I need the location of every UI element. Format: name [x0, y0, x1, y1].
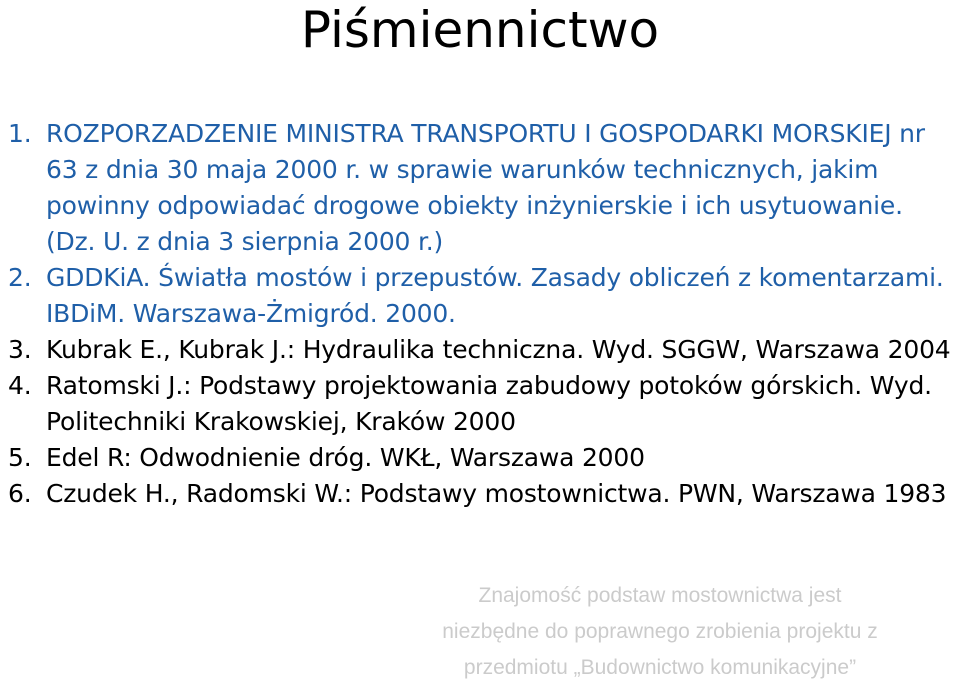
watermark-line-3: przedmiotu „Budownictwo komunikacyjne”	[463, 656, 857, 679]
page-title: Piśmiennictwo	[300, 1, 660, 59]
reference-number: 3.	[8, 335, 32, 364]
reference-item-3	[8, 332, 953, 368]
reference-number: 2.	[8, 263, 32, 292]
reference-item-5	[8, 440, 953, 476]
reference-list	[8, 116, 953, 512]
reference-text: Ratomski J.: Podstawy projektowania zabudowy potoków górskich. Wyd. Politechniki Krakowskiej, Kraków 2000	[46, 371, 932, 436]
watermark-line-2: niezbędne do poprawnego zrobienia projektu z	[442, 620, 878, 643]
reference-item-2	[8, 260, 953, 332]
reference-number: 1.	[8, 119, 32, 148]
reference-number: 6.	[8, 479, 32, 508]
reference-number: 5.	[8, 443, 32, 472]
reference-item-4	[8, 368, 953, 440]
reference-text: Czudek H., Radomski W.: Podstawy mostownictwa. PWN, Warszawa 1983	[46, 479, 947, 508]
reference-item-6	[8, 476, 953, 512]
reference-item-1	[8, 116, 953, 260]
reference-text: ROZPORZADZENIE MINISTRA TRANSPORTU I GOSPODARKI MORSKIEJ nr 63 z dnia 30 maja 2000 r. w sprawie warunków technicznych, jakim powinny odpowiadać drogowe obiekty inżynierskie i ich usytuowanie. (Dz. U. z dnia 3 sierpnia 2000 r.)	[46, 119, 925, 256]
reference-text: Kubrak E., Kubrak J.: Hydraulika techniczna. Wyd. SGGW, Warszawa 2004	[46, 335, 951, 364]
reference-text: GDDKiA. Światła mostów i przepustów. Zasady obliczeń z komentarzami. IBDiM. Warszawa-Żmigród. 2000.	[46, 263, 944, 328]
reference-number: 4.	[8, 371, 32, 400]
reference-text: Edel R: Odwodnienie dróg. WKŁ, Warszawa 2000	[46, 443, 645, 472]
watermark-note	[360, 578, 960, 686]
watermark-line-1: Znajomość podstaw mostownictwa jest	[478, 584, 842, 607]
